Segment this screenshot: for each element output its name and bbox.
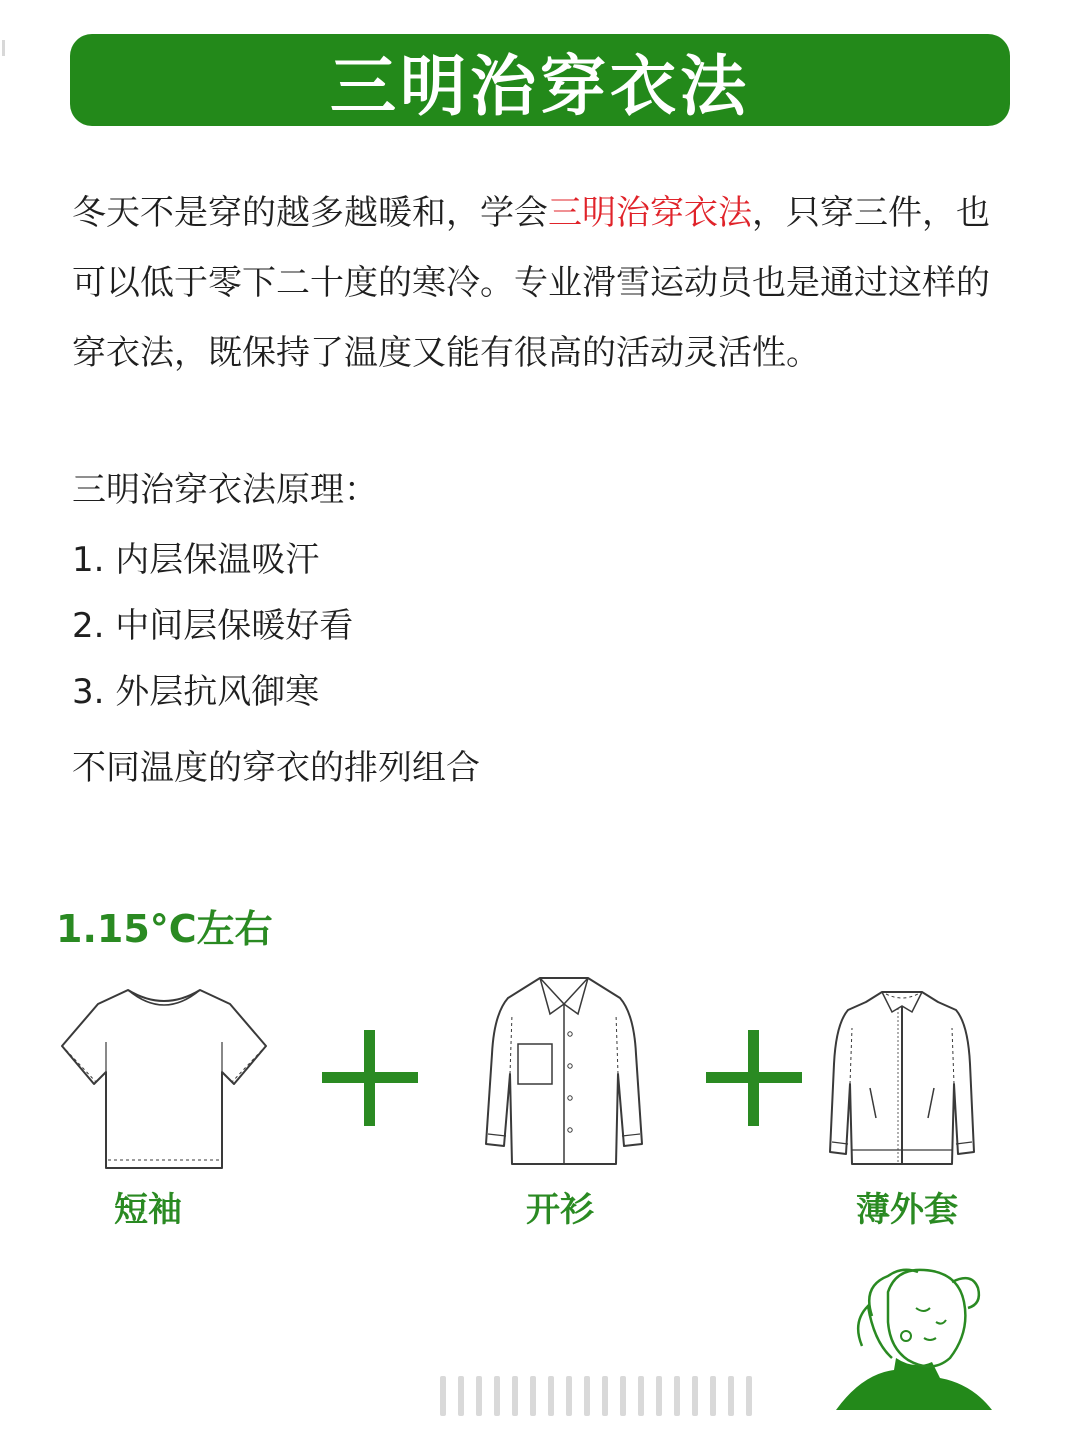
temperature-label: 1.15°C左右 <box>56 907 273 951</box>
shirt-icon <box>480 974 648 1174</box>
woman-illustration-icon <box>832 1262 998 1412</box>
principle-item-2: 2. 中间层保暖好看 <box>72 606 354 646</box>
principles-heading: 三明治穿衣法原理： <box>72 470 378 510</box>
intro-text-after: ，只穿三件，也可以低于零下二十度的寒冷。专业滑雪运动员也是通过这样的穿衣法，既保持了温度又能有很高的活动灵活性。 <box>72 193 990 373</box>
principles-footer: 不同温度的穿衣的排列组合 <box>72 748 480 788</box>
edge-mark <box>2 40 5 56</box>
garment-label-thin-jacket: 薄外套 <box>856 1190 958 1230</box>
title-banner <box>70 34 1010 126</box>
page-title: 三明治穿衣法 <box>330 47 750 125</box>
watermark-bars <box>440 1376 752 1416</box>
garment-label-cardigan: 开衫 <box>526 1190 594 1230</box>
t-shirt-icon <box>58 982 270 1172</box>
intro-highlight: 三明治穿衣法 <box>548 193 752 233</box>
intro-text-before: 冬天不是穿的越多越暖和，学会 <box>72 193 548 233</box>
plus-icon <box>322 1030 418 1126</box>
principle-item-3: 3. 外层抗风御寒 <box>72 672 320 712</box>
principle-item-1: 1. 内层保温吸汗 <box>72 540 320 580</box>
intro-paragraph <box>72 178 1012 388</box>
jacket-icon <box>826 988 978 1170</box>
plus-icon <box>706 1030 802 1126</box>
garment-label-short-sleeve: 短袖 <box>114 1190 182 1230</box>
